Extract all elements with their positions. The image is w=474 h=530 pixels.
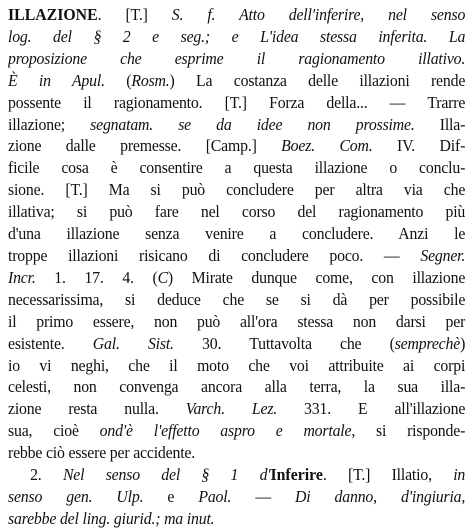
italic-text: Rosm. bbox=[131, 70, 170, 90]
text-run: esistente. bbox=[8, 333, 93, 353]
text-run: zione resta nulla. bbox=[8, 399, 186, 419]
text-run: io vi neghi, che il moto che voi attribuite ai corpi bbox=[8, 355, 466, 375]
entry-line bbox=[8, 245, 465, 267]
italic-text: Nel senso del § 1 d' bbox=[62, 465, 271, 485]
headword: ILLAZIONE bbox=[8, 5, 98, 24]
entry-line bbox=[8, 48, 465, 70]
entry-line bbox=[8, 486, 465, 508]
italic-text: Gal. Sist. bbox=[92, 333, 174, 353]
entry-line bbox=[8, 70, 465, 92]
text-run: 30. Tuttavolta che ( bbox=[173, 333, 395, 353]
italic-text: senso gen. Ulp. bbox=[8, 486, 144, 506]
text-run: zione dalle premesse. [Camp.] bbox=[8, 136, 282, 156]
italic-text: Incr. bbox=[8, 267, 36, 287]
entry-line bbox=[8, 333, 465, 355]
entry-line bbox=[8, 464, 465, 486]
italic-text: sarebbe del ling. giurid.; ma inut. bbox=[8, 508, 215, 528]
entry-line bbox=[8, 355, 465, 377]
text-run: necessarissima, si deduce che se si dà per possibile bbox=[8, 289, 466, 309]
text-run: illativa; si può fare nel corso del ragionamento più bbox=[8, 202, 466, 222]
italic-text: proposizione che esprime il ragionamento illativo. bbox=[8, 48, 466, 68]
text-run: sua, cioè bbox=[8, 421, 100, 441]
text-run: ) La costanza delle illazioni rende bbox=[169, 70, 466, 90]
text-run: e bbox=[143, 486, 199, 506]
text-run: celesti, non convenga ancora alla terra, la sua illa- bbox=[8, 377, 466, 397]
text-run: ) bbox=[460, 333, 466, 353]
italic-text: semprechè bbox=[394, 333, 461, 353]
entry-line bbox=[8, 201, 465, 223]
entry-line bbox=[8, 442, 465, 464]
entry-line bbox=[8, 4, 465, 26]
entry-line bbox=[8, 179, 465, 201]
text-run: . [T.] bbox=[97, 5, 172, 24]
dictionary-entry bbox=[8, 4, 466, 530]
entry-line bbox=[8, 289, 465, 311]
italic-text: È in Apul. bbox=[8, 70, 105, 90]
entry-line bbox=[8, 398, 465, 420]
text-run: il primo essere, non può all'ora stessa non darsi per bbox=[8, 311, 466, 331]
entry-line bbox=[8, 135, 465, 157]
text-run: ficile cosa è consentire a questa illazione o conclu- bbox=[8, 158, 466, 178]
text-run: 331. E all'illazione bbox=[277, 399, 466, 419]
entry-line bbox=[8, 376, 465, 398]
text-run: d'una illazione senza venire a concludere. Anzi le bbox=[8, 224, 466, 244]
text-run: — bbox=[231, 486, 296, 506]
italic-text: Di danno, d'ingiuria, bbox=[295, 486, 466, 506]
italic-text: log. del § 2 e seg.; e L'idea stessa inferita. La bbox=[8, 26, 466, 46]
text-run: ) Mirate dunque come, con illazione bbox=[167, 267, 466, 287]
entry-line bbox=[8, 420, 465, 442]
italic-text: Paol. bbox=[198, 486, 232, 506]
text-run: IV. Dif- bbox=[372, 136, 466, 156]
italic-text: segnatam. se da idee non prossime. bbox=[90, 114, 415, 134]
text-run: sione. [T.] Ma si può concludere per altra via che bbox=[8, 180, 466, 200]
italic-text: in bbox=[453, 465, 466, 485]
text-run: . [T.] Illatio, bbox=[322, 465, 454, 485]
text-run: troppe illazioni risicano di concludere poco. — bbox=[8, 245, 421, 265]
italic-text: Segner. bbox=[420, 245, 466, 265]
entry-line bbox=[8, 223, 465, 245]
entry-line bbox=[8, 267, 465, 289]
text-run: Illa- bbox=[414, 114, 466, 134]
text-run: , si risponde- bbox=[351, 421, 466, 441]
entry-line bbox=[8, 26, 465, 48]
text-run: possente il ragionamento. [T.] Forza della... — Trarre bbox=[8, 92, 466, 112]
text-run: 1. 17. 4. ( bbox=[35, 267, 158, 287]
text-run: rebbe ciò essere per accidente. bbox=[8, 443, 196, 463]
headword: Inferire bbox=[270, 465, 323, 485]
text-run: 2. bbox=[30, 465, 63, 485]
entry-line bbox=[8, 311, 465, 333]
text-run: illazione; bbox=[8, 114, 91, 134]
entry-line bbox=[8, 157, 465, 179]
italic-text: C bbox=[157, 267, 168, 287]
entry-line bbox=[8, 508, 465, 530]
text-run: ( bbox=[104, 70, 132, 90]
entry-line bbox=[8, 92, 465, 114]
italic-text: Varch. Lez. bbox=[185, 399, 278, 419]
italic-text: Boez. Com. bbox=[281, 136, 373, 156]
italic-text: S. f. Atto dell'inferire, nel senso bbox=[171, 5, 466, 24]
entry-line bbox=[8, 114, 465, 136]
italic-text: ond'è l'effetto aspro e mortale bbox=[99, 421, 352, 441]
